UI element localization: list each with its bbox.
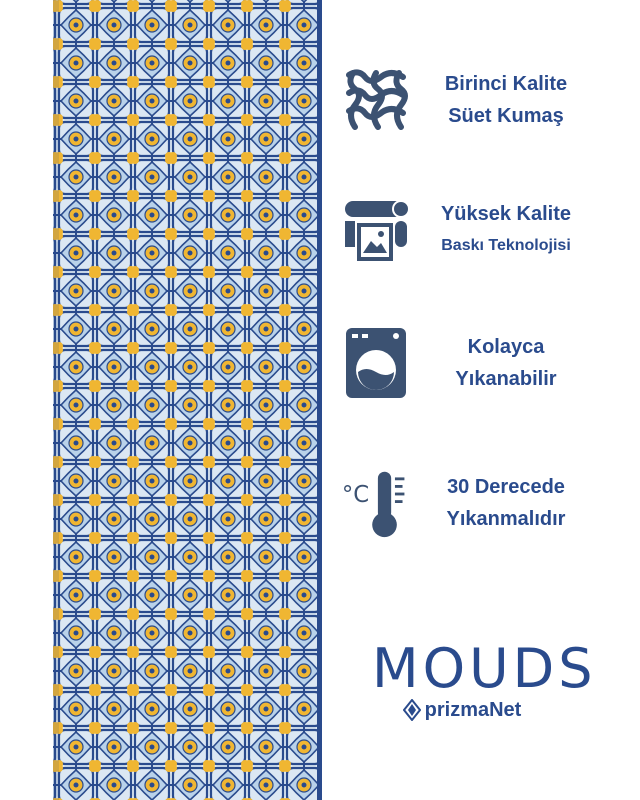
woven-fabric-icon: [340, 60, 412, 140]
feature-title: Yüksek Kalite: [440, 203, 572, 225]
feature-temperature: [340, 458, 600, 548]
moods-logo: MOUDS: [372, 637, 597, 700]
feature-title: Birinci Kalite: [444, 73, 568, 95]
washing-machine-icon: [340, 323, 412, 403]
feature-subtitle: Yıkanabilir: [455, 368, 557, 390]
prizma-logo-icon: [403, 699, 421, 721]
feature-wash: [340, 318, 600, 408]
brand-logo: [372, 637, 597, 730]
feature-subtitle: Yıkanmalıdır: [446, 508, 566, 530]
thermometer-icon: [340, 463, 412, 543]
prizmanet-logo: [372, 698, 552, 722]
runner-rug-pattern: [53, 0, 322, 800]
printer-roll-icon: [340, 190, 412, 270]
feature-title: 30 Derecede: [447, 476, 565, 498]
prizmanet-text: prizmaNet: [424, 699, 522, 721]
feature-subtitle: Süet Kumaş: [448, 105, 564, 127]
feature-title: Kolayca: [467, 336, 545, 358]
feature-print: [340, 185, 600, 275]
feature-subtitle: Baskı Teknolojisi: [441, 237, 571, 254]
feature-fabric: [340, 55, 600, 145]
celsius-unit: °C: [341, 482, 370, 509]
